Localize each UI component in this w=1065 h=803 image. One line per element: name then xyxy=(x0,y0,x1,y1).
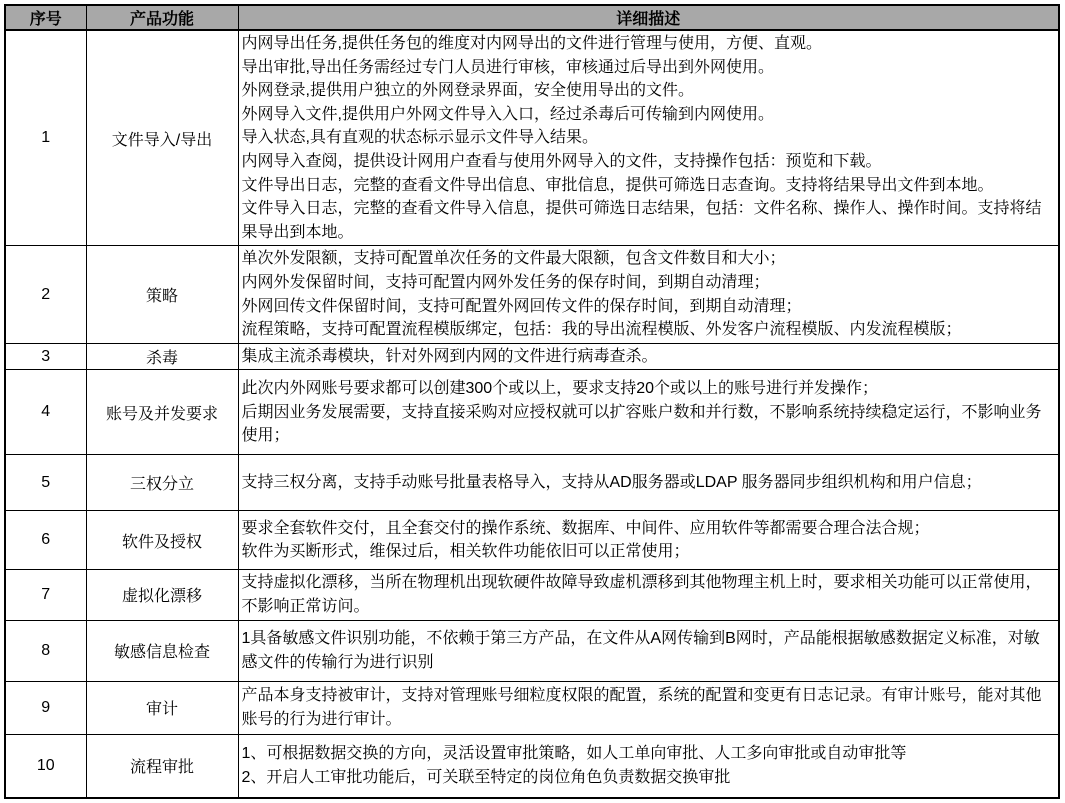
description-line: 导入状态,具有直观的状态标示显示文件导入结果。 xyxy=(241,129,598,147)
function-name-cell: 流程审批 xyxy=(86,734,238,798)
description-line: 单次外发限额，支持可配置单次任务的文件最大限额，包含文件数目和大小； xyxy=(241,250,786,268)
description-line: 1具备敏感文件识别功能，不依赖于第三方产品，在文件从A网传输到B网时，产品能根据敏感数据定义标准，对敏感文件的传输行为进行识别 xyxy=(241,629,1040,671)
row-number-cell: 5 xyxy=(5,455,86,511)
table-row xyxy=(5,620,1059,681)
description-line: 内网导入查阅，提供设计网用户查看与使用外网导入的文件，支持操作包括：预览和下载。 xyxy=(241,152,882,170)
description-line: 1、可根据数据交换的方向，灵活设置审批策略，如人工单向审批、人工多向审批或自动审批等 xyxy=(241,745,907,763)
table-row xyxy=(5,570,1059,620)
table-row xyxy=(5,511,1059,570)
row-number-cell: 6 xyxy=(5,511,86,570)
description-line: 文件导出日志，完整的查看文件导出信息、审批信息，提供可筛选日志查询。支持将结果导出文件到本地。 xyxy=(241,176,994,194)
table-row xyxy=(5,343,1059,370)
description-cell xyxy=(238,511,1059,570)
table-row xyxy=(5,370,1059,455)
row-number-cell: 4 xyxy=(5,370,86,455)
function-name-cell: 敏感信息检查 xyxy=(86,620,238,681)
description-cell xyxy=(238,681,1059,734)
function-name-cell: 杀毒 xyxy=(86,343,238,370)
description-line: 支持三权分离，支持手动账号批量表格导入，支持从AD服务器或LDAP 服务器同步组织机构和用户信息； xyxy=(241,474,982,492)
function-name-cell: 审计 xyxy=(86,681,238,734)
description-line: 文件导入日志，完整的查看文件导入信息，提供可筛选日志结果，包括：文件名称、操作人、操作时间。支持将结果导出到本地。 xyxy=(241,200,1042,241)
function-name-cell: 虚拟化漂移 xyxy=(86,570,238,620)
table-row xyxy=(5,734,1059,798)
header-row xyxy=(5,5,1059,30)
function-name-cell: 软件及授权 xyxy=(86,511,238,570)
description-line: 支持虚拟化漂移，当所在物理机出现软硬件故障导致虚机漂移到其他物理主机上时，要求相关功能可以正常使用，不影响正常访问。 xyxy=(241,574,1042,615)
description-cell xyxy=(238,734,1059,798)
description-line: 要求全套软件交付，且全套交付的操作系统、数据库、中间件、应用软件等都需要合理合法合规； xyxy=(241,519,930,537)
description-line: 2、开启人工审批功能后，可关联至特定的岗位角色负责数据交换审批 xyxy=(241,768,731,786)
description-line: 流程策略，支持可配置流程模版绑定，包括：我的导出流程模版、外发客户流程模版、内发流程模版； xyxy=(241,321,962,339)
function-name-cell: 策略 xyxy=(86,246,238,343)
function-name-cell: 三权分立 xyxy=(86,455,238,511)
description-cell xyxy=(238,246,1059,343)
row-number-cell: 7 xyxy=(5,570,86,620)
description-cell xyxy=(238,343,1059,370)
table-row xyxy=(5,681,1059,734)
description-cell xyxy=(238,570,1059,620)
header-cell-number: 序号 xyxy=(5,5,86,30)
description-cell xyxy=(238,455,1059,511)
description-cell xyxy=(238,30,1059,246)
description-cell xyxy=(238,370,1059,455)
header-cell-description: 详细描述 xyxy=(238,5,1059,30)
description-line: 外网导入文件,提供用户外网文件导入入口，经过杀毒后可传输到内网使用。 xyxy=(241,105,774,123)
description-line: 导出审批,导出任务需经过专门人员进行审核，审核通过后导出到外网使用。 xyxy=(241,58,774,76)
description-line: 集成主流杀毒模块，针对外网到内网的文件进行病毒查杀。 xyxy=(241,347,658,365)
description-line: 外网回传文件保留时间，支持可配置外网回传文件的保存时间，到期自动清理； xyxy=(241,297,802,315)
description-line: 后期因业务发展需要，支持直接采购对应授权就可以扩容账户数和并行数，不影响系统持续稳定运行，不影响业务使用； xyxy=(241,403,1042,445)
row-number-cell: 2 xyxy=(5,246,86,343)
table-row xyxy=(5,246,1059,343)
description-line: 外网登录,提供用户独立的外网登录界面，安全使用导出的文件。 xyxy=(241,82,694,100)
header-cell-function: 产品功能 xyxy=(86,5,238,30)
table-row xyxy=(5,30,1059,246)
row-number-cell: 9 xyxy=(5,681,86,734)
table-body xyxy=(5,30,1059,798)
row-number-cell: 8 xyxy=(5,620,86,681)
description-line: 内网外发保留时间，支持可配置内网外发任务的保存时间，到期自动清理； xyxy=(241,273,770,291)
description-line: 此次内外网账号要求都可以创建300个或以上，要求支持20个或以上的账号进行并发操作； xyxy=(241,379,878,397)
description-line: 内网导出任务,提供任务包的维度对内网导出的文件进行管理与使用，方便、直观。 xyxy=(241,35,822,52)
row-number-cell: 1 xyxy=(5,30,86,246)
table-row xyxy=(5,455,1059,511)
row-number-cell: 10 xyxy=(5,734,86,798)
product-features-table xyxy=(4,4,1060,799)
description-line: 产品本身支持被审计，支持对管理账号细粒度权限的配置，系统的配置和变更有日志记录。有审计账号，能对其他账号的行为进行审计。 xyxy=(241,686,1042,728)
row-number-cell: 3 xyxy=(5,343,86,370)
function-name-cell: 文件导入/导出 xyxy=(86,30,238,246)
description-line: 软件为买断形式，维保过后，相关软件功能依旧可以正常使用； xyxy=(241,543,690,561)
function-name-cell: 账号及并发要求 xyxy=(86,370,238,455)
table-header xyxy=(5,5,1059,30)
description-cell xyxy=(238,620,1059,681)
